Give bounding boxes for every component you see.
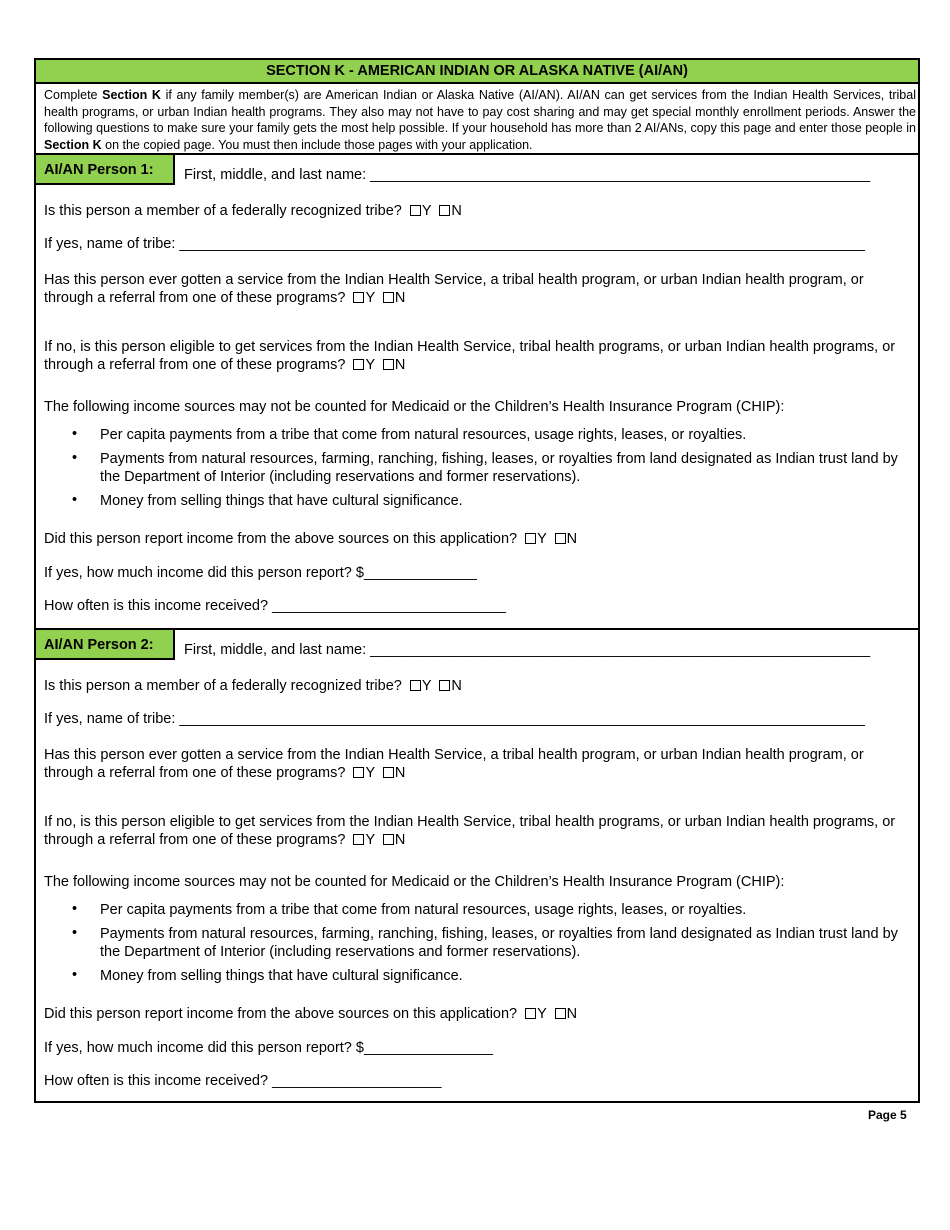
person-1-tribe-yes[interactable]: Y bbox=[410, 203, 431, 219]
person-2-ihs-service-question: Has this person ever gotten a service from the Indian Health Service, a tribal health program, or urban Indian health program, or through a referral from one of these programs? Y N bbox=[44, 747, 864, 781]
person-2-tribe-member-question: Is this person a member of a federally recognized tribe? Y N bbox=[44, 678, 462, 694]
person-2-income-frequency-field[interactable]: How often is this income received? _____________________ bbox=[44, 1073, 442, 1089]
person-1-report-yes[interactable]: Y bbox=[525, 531, 546, 547]
page-number: Page 5 bbox=[868, 1108, 907, 1122]
person-1-tribe-name-field[interactable]: If yes, name of tribe: _____________________________________________________________________________________ bbox=[44, 236, 865, 252]
person-1-bullet-2: Payments from natural resources, farming, ranching, fishing, leases, or royalties from land designated as Indian trust land by the Department of Interior (including reservations and former reservations). bbox=[100, 451, 898, 485]
bullet: • bbox=[72, 901, 78, 917]
checkbox[interactable] bbox=[410, 680, 421, 691]
bullet: • bbox=[72, 426, 78, 442]
checkbox[interactable] bbox=[383, 359, 394, 370]
bullet: • bbox=[72, 925, 78, 941]
person-1-report-no[interactable]: N bbox=[555, 531, 577, 547]
checkbox[interactable] bbox=[555, 533, 566, 544]
checkbox[interactable] bbox=[439, 680, 450, 691]
person-1-bullet-1: Per capita payments from a tribe that come from natural resources, usage rights, leases, or royalties. bbox=[100, 427, 747, 443]
person-1-ihs-eligible-question: If no, is this person eligible to get services from the Indian Health Service, tribal health programs, or urban Indian health programs, or through a referral from one of these programs? Y N bbox=[44, 339, 896, 373]
person-1-ihs-eligible-no[interactable]: N bbox=[383, 357, 405, 373]
person-1-tribe-member-question: Is this person a member of a federally recognized tribe? Y N bbox=[44, 203, 462, 219]
checkbox[interactable] bbox=[353, 292, 364, 303]
checkbox[interactable] bbox=[353, 767, 364, 778]
person-2-label: AI/AN Person 2: bbox=[36, 630, 175, 660]
person-2-tribe-name-field[interactable]: If yes, name of tribe: _____________________________________________________________________________________ bbox=[44, 711, 865, 727]
person-1-label: AI/AN Person 1: bbox=[36, 155, 175, 185]
person-2-income-amount-field[interactable]: If yes, how much income did this person report? $________________ bbox=[44, 1040, 493, 1056]
checkbox[interactable] bbox=[410, 205, 421, 216]
person-2-tribe-no[interactable]: N bbox=[439, 678, 461, 694]
checkbox[interactable] bbox=[439, 205, 450, 216]
checkbox[interactable] bbox=[353, 834, 364, 845]
person-2-ihs-service-yes[interactable]: Y bbox=[353, 765, 374, 781]
section-k-form bbox=[34, 58, 920, 1103]
section-intro: Complete Section K if any family member(s) are American Indian or Alaska Native (AI/AN). AI/AN can get services from the Indian Health Services, tribal health programs, or urban Indian health programs. They also may not have to pay cost sharing and may get special monthly enrollment periods. Answer the following questions to make sure your family gets the most help possible. If your household has more than 2 AI/ANs, copy this page and enter those people in Section K on the copied page. You must then include those pages with your application. bbox=[44, 88, 916, 153]
person-1-income-amount-field[interactable]: If yes, how much income did this person report? $______________ bbox=[44, 565, 477, 581]
person-1-name-field[interactable]: First, middle, and last name: ______________________________________________________________ bbox=[184, 167, 871, 183]
person-1-tribe-no[interactable]: N bbox=[439, 203, 461, 219]
person-2-ihs-eligible-question: If no, is this person eligible to get services from the Indian Health Service, tribal health programs, or urban Indian health programs, or through a referral from one of these programs? Y N bbox=[44, 814, 896, 848]
checkbox[interactable] bbox=[353, 359, 364, 370]
person-2-ihs-service-no[interactable]: N bbox=[383, 765, 405, 781]
checkbox[interactable] bbox=[383, 292, 394, 303]
person-1-ihs-eligible-yes[interactable]: Y bbox=[353, 357, 374, 373]
bullet: • bbox=[72, 967, 78, 983]
person-1-ihs-service-no[interactable]: N bbox=[383, 290, 405, 306]
person-1-bullet-3: Money from selling things that have cultural significance. bbox=[100, 493, 463, 509]
person-2-report-yes[interactable]: Y bbox=[525, 1006, 546, 1022]
checkbox[interactable] bbox=[555, 1008, 566, 1019]
person-2-bullet-2: Payments from natural resources, farming, ranching, fishing, leases, or royalties from land designated as Indian trust land by the Department of Interior (including reservations and former reservations). bbox=[100, 926, 898, 960]
checkbox[interactable] bbox=[525, 1008, 536, 1019]
person-1-ihs-service-yes[interactable]: Y bbox=[353, 290, 374, 306]
person-2-ihs-eligible-no[interactable]: N bbox=[383, 832, 405, 848]
section-title: SECTION K - AMERICAN INDIAN OR ALASKA NATIVE (AI/AN) bbox=[36, 60, 918, 84]
person-2-bullet-1: Per capita payments from a tribe that come from natural resources, usage rights, leases, or royalties. bbox=[100, 902, 747, 918]
person-1-income-frequency-field[interactable]: How often is this income received? _____________________________ bbox=[44, 598, 506, 614]
bullet: • bbox=[72, 450, 78, 466]
checkbox[interactable] bbox=[525, 533, 536, 544]
person-2-tribe-yes[interactable]: Y bbox=[410, 678, 431, 694]
person-2-income-intro: The following income sources may not be counted for Medicaid or the Children’s Health Insurance Program (CHIP): bbox=[44, 874, 785, 890]
person-1-ihs-service-question: Has this person ever gotten a service from the Indian Health Service, a tribal health program, or urban Indian health program, or through a referral from one of these programs? Y N bbox=[44, 272, 864, 306]
person-2-report-no[interactable]: N bbox=[555, 1006, 577, 1022]
person-2-bullet-3: Money from selling things that have cultural significance. bbox=[100, 968, 463, 984]
person-2-report-question: Did this person report income from the above sources on this application? Y N bbox=[44, 1006, 578, 1022]
checkbox[interactable] bbox=[383, 834, 394, 845]
person-2-name-field[interactable]: First, middle, and last name: ______________________________________________________________ bbox=[184, 642, 871, 658]
bullet: • bbox=[72, 492, 78, 508]
person-1-income-intro: The following income sources may not be counted for Medicaid or the Children’s Health Insurance Program (CHIP): bbox=[44, 399, 785, 415]
person-2-ihs-eligible-yes[interactable]: Y bbox=[353, 832, 374, 848]
person-1-report-question: Did this person report income from the above sources on this application? Y N bbox=[44, 531, 578, 547]
checkbox[interactable] bbox=[383, 767, 394, 778]
